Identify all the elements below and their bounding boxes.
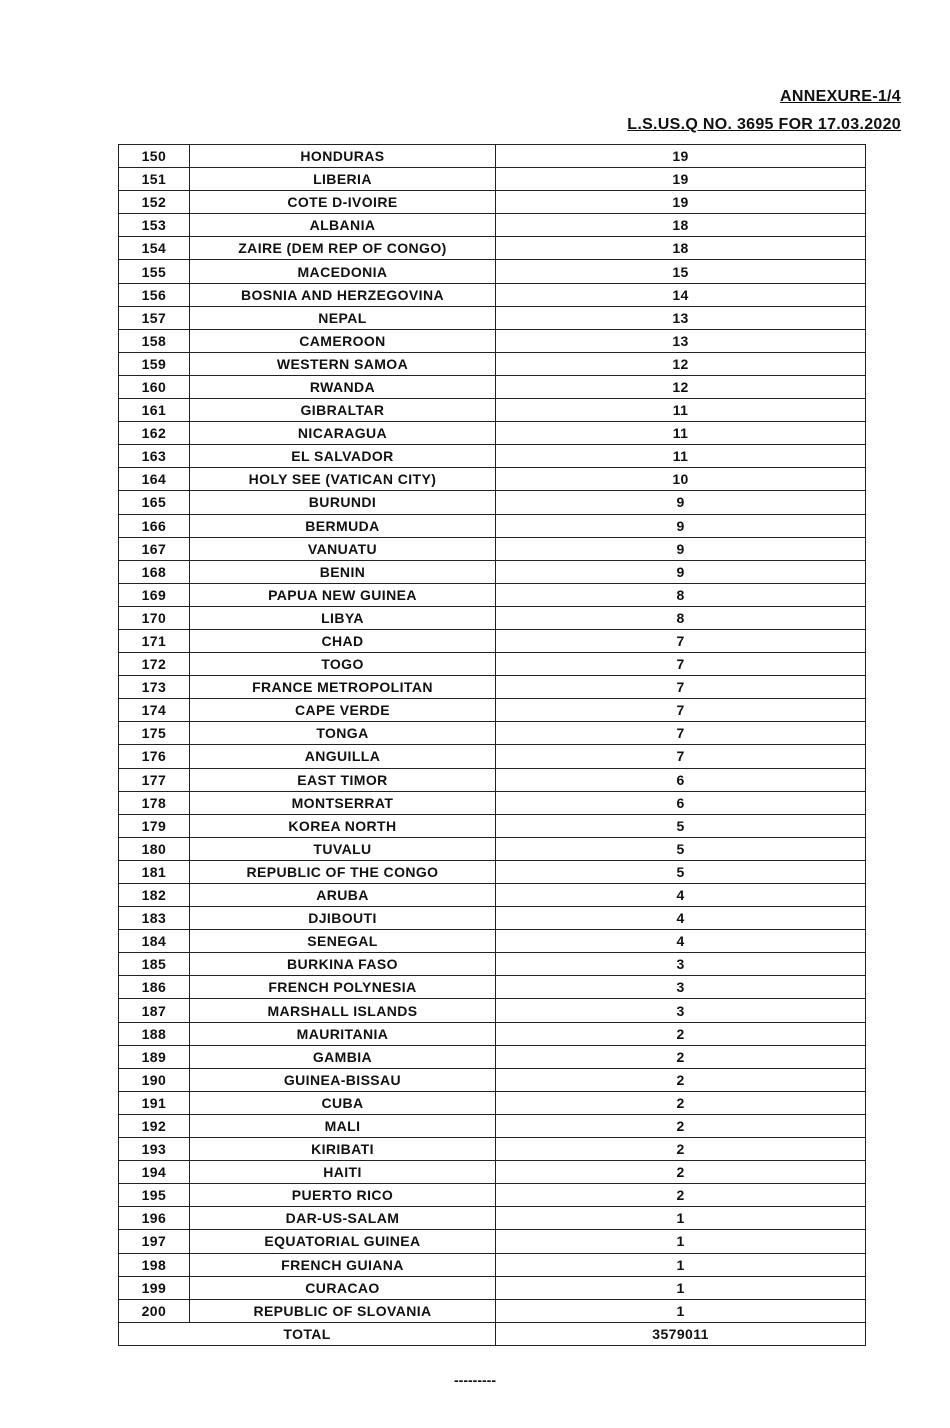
count-cell: 4 xyxy=(496,884,866,907)
table-row xyxy=(119,191,866,214)
table-row xyxy=(119,699,866,722)
country-name-cell: ALBANIA xyxy=(189,214,495,237)
count-cell: 9 xyxy=(496,560,866,583)
count-cell: 2 xyxy=(496,1045,866,1068)
total-label: TOTAL xyxy=(119,1322,496,1345)
serial-number-cell: 165 xyxy=(119,491,190,514)
count-cell: 11 xyxy=(496,399,866,422)
count-cell: 3 xyxy=(496,953,866,976)
serial-number-cell: 158 xyxy=(119,329,190,352)
table-row xyxy=(119,445,866,468)
country-name-cell: EQUATORIAL GUINEA xyxy=(189,1230,495,1253)
table-row xyxy=(119,791,866,814)
table-row xyxy=(119,1207,866,1230)
serial-number-cell: 185 xyxy=(119,953,190,976)
country-name-cell: BURKINA FASO xyxy=(189,953,495,976)
count-cell: 15 xyxy=(496,260,866,283)
count-cell: 18 xyxy=(496,214,866,237)
serial-number-cell: 181 xyxy=(119,860,190,883)
table-row xyxy=(119,606,866,629)
country-name-cell: MONTSERRAT xyxy=(189,791,495,814)
table-body xyxy=(119,145,866,1323)
table-row xyxy=(119,1276,866,1299)
country-name-cell: EAST TIMOR xyxy=(189,768,495,791)
country-name-cell: DAR-US-SALAM xyxy=(189,1207,495,1230)
count-cell: 19 xyxy=(496,191,866,214)
serial-number-cell: 198 xyxy=(119,1253,190,1276)
country-count-table xyxy=(118,144,866,1346)
country-name-cell: NICARAGUA xyxy=(189,422,495,445)
serial-number-cell: 199 xyxy=(119,1276,190,1299)
count-cell: 2 xyxy=(496,1184,866,1207)
table-row xyxy=(119,907,866,930)
count-cell: 3 xyxy=(496,976,866,999)
count-cell: 2 xyxy=(496,1091,866,1114)
serial-number-cell: 184 xyxy=(119,930,190,953)
count-cell: 8 xyxy=(496,606,866,629)
country-name-cell: MALI xyxy=(189,1114,495,1137)
serial-number-cell: 166 xyxy=(119,514,190,537)
serial-number-cell: 169 xyxy=(119,583,190,606)
table-row xyxy=(119,514,866,537)
table-row xyxy=(119,1138,866,1161)
country-name-cell: MACEDONIA xyxy=(189,260,495,283)
country-name-cell: WESTERN SAMOA xyxy=(189,352,495,375)
country-name-cell: FRENCH GUIANA xyxy=(189,1253,495,1276)
country-name-cell: TONGA xyxy=(189,722,495,745)
count-cell: 12 xyxy=(496,352,866,375)
serial-number-cell: 190 xyxy=(119,1068,190,1091)
table-row xyxy=(119,306,866,329)
annexure-title: ANNEXURE-1/4 xyxy=(780,88,901,105)
count-cell: 11 xyxy=(496,422,866,445)
table-row xyxy=(119,1091,866,1114)
table-row xyxy=(119,1068,866,1091)
table-row xyxy=(119,976,866,999)
total-value: 3579011 xyxy=(496,1322,866,1345)
table-row xyxy=(119,583,866,606)
count-cell: 4 xyxy=(496,907,866,930)
serial-number-cell: 195 xyxy=(119,1184,190,1207)
count-cell: 18 xyxy=(496,237,866,260)
country-name-cell: KIRIBATI xyxy=(189,1138,495,1161)
serial-number-cell: 164 xyxy=(119,468,190,491)
country-name-cell: TOGO xyxy=(189,653,495,676)
country-name-cell: SENEGAL xyxy=(189,930,495,953)
serial-number-cell: 191 xyxy=(119,1091,190,1114)
serial-number-cell: 192 xyxy=(119,1114,190,1137)
table-row xyxy=(119,283,866,306)
count-cell: 2 xyxy=(496,1114,866,1137)
country-name-cell: KOREA NORTH xyxy=(189,814,495,837)
country-name-cell: FRENCH POLYNESIA xyxy=(189,976,495,999)
country-name-cell: BOSNIA AND HERZEGOVINA xyxy=(189,283,495,306)
table-row xyxy=(119,745,866,768)
country-name-cell: CURACAO xyxy=(189,1276,495,1299)
country-name-cell: DJIBOUTI xyxy=(189,907,495,930)
count-cell: 8 xyxy=(496,583,866,606)
table-row xyxy=(119,1114,866,1137)
serial-number-cell: 180 xyxy=(119,837,190,860)
table-row xyxy=(119,375,866,398)
country-name-cell: MAURITANIA xyxy=(189,1022,495,1045)
count-cell: 1 xyxy=(496,1207,866,1230)
count-cell: 2 xyxy=(496,1022,866,1045)
serial-number-cell: 156 xyxy=(119,283,190,306)
serial-number-cell: 186 xyxy=(119,976,190,999)
country-name-cell: EL SALVADOR xyxy=(189,445,495,468)
serial-number-cell: 183 xyxy=(119,907,190,930)
serial-number-cell: 176 xyxy=(119,745,190,768)
table-row xyxy=(119,214,866,237)
table-row xyxy=(119,629,866,652)
serial-number-cell: 152 xyxy=(119,191,190,214)
table-row xyxy=(119,560,866,583)
count-cell: 7 xyxy=(496,722,866,745)
table-row xyxy=(119,1253,866,1276)
country-name-cell: TUVALU xyxy=(189,837,495,860)
table-row xyxy=(119,953,866,976)
serial-number-cell: 174 xyxy=(119,699,190,722)
table-row xyxy=(119,399,866,422)
serial-number-cell: 150 xyxy=(119,145,190,168)
table-row xyxy=(119,999,866,1022)
serial-number-cell: 162 xyxy=(119,422,190,445)
country-name-cell: BENIN xyxy=(189,560,495,583)
table-row xyxy=(119,145,866,168)
country-name-cell: HAITI xyxy=(189,1161,495,1184)
country-name-cell: ZAIRE (DEM REP OF CONGO) xyxy=(189,237,495,260)
count-cell: 10 xyxy=(496,468,866,491)
total-row xyxy=(119,1322,866,1345)
serial-number-cell: 161 xyxy=(119,399,190,422)
table-row xyxy=(119,1299,866,1322)
country-name-cell: BERMUDA xyxy=(189,514,495,537)
country-name-cell: COTE D-IVOIRE xyxy=(189,191,495,214)
count-cell: 1 xyxy=(496,1253,866,1276)
serial-number-cell: 163 xyxy=(119,445,190,468)
table-row xyxy=(119,260,866,283)
count-cell: 13 xyxy=(496,306,866,329)
country-name-cell: LIBERIA xyxy=(189,168,495,191)
serial-number-cell: 160 xyxy=(119,375,190,398)
count-cell: 9 xyxy=(496,514,866,537)
count-cell: 5 xyxy=(496,860,866,883)
count-cell: 2 xyxy=(496,1068,866,1091)
serial-number-cell: 154 xyxy=(119,237,190,260)
count-cell: 5 xyxy=(496,837,866,860)
table-row xyxy=(119,1184,866,1207)
serial-number-cell: 167 xyxy=(119,537,190,560)
count-cell: 9 xyxy=(496,537,866,560)
country-name-cell: HONDURAS xyxy=(189,145,495,168)
end-of-document-marker: --------- xyxy=(454,1372,496,1388)
table-row xyxy=(119,352,866,375)
table-row xyxy=(119,1230,866,1253)
count-cell: 1 xyxy=(496,1230,866,1253)
count-cell: 6 xyxy=(496,768,866,791)
table-row xyxy=(119,837,866,860)
count-cell: 4 xyxy=(496,930,866,953)
count-cell: 1 xyxy=(496,1299,866,1322)
table-row xyxy=(119,468,866,491)
table-row xyxy=(119,768,866,791)
country-name-cell: REPUBLIC OF THE CONGO xyxy=(189,860,495,883)
table-row xyxy=(119,537,866,560)
count-cell: 7 xyxy=(496,676,866,699)
country-name-cell: ARUBA xyxy=(189,884,495,907)
table-row xyxy=(119,1022,866,1045)
table-row xyxy=(119,168,866,191)
serial-number-cell: 171 xyxy=(119,629,190,652)
serial-number-cell: 188 xyxy=(119,1022,190,1045)
count-cell: 9 xyxy=(496,491,866,514)
serial-number-cell: 200 xyxy=(119,1299,190,1322)
count-cell: 7 xyxy=(496,699,866,722)
country-name-cell: CAMEROON xyxy=(189,329,495,352)
country-name-cell: GUINEA-BISSAU xyxy=(189,1068,495,1091)
serial-number-cell: 196 xyxy=(119,1207,190,1230)
table-row xyxy=(119,653,866,676)
table-row xyxy=(119,237,866,260)
serial-number-cell: 193 xyxy=(119,1138,190,1161)
count-cell: 13 xyxy=(496,329,866,352)
table-row xyxy=(119,930,866,953)
table-row xyxy=(119,1045,866,1068)
serial-number-cell: 178 xyxy=(119,791,190,814)
country-name-cell: BURUNDI xyxy=(189,491,495,514)
serial-number-cell: 155 xyxy=(119,260,190,283)
country-name-cell: MARSHALL ISLANDS xyxy=(189,999,495,1022)
serial-number-cell: 194 xyxy=(119,1161,190,1184)
table-row xyxy=(119,722,866,745)
country-name-cell: CUBA xyxy=(189,1091,495,1114)
count-cell: 5 xyxy=(496,814,866,837)
country-name-cell: LIBYA xyxy=(189,606,495,629)
serial-number-cell: 175 xyxy=(119,722,190,745)
serial-number-cell: 187 xyxy=(119,999,190,1022)
table-row xyxy=(119,422,866,445)
serial-number-cell: 172 xyxy=(119,653,190,676)
count-cell: 7 xyxy=(496,653,866,676)
count-cell: 6 xyxy=(496,791,866,814)
table-row xyxy=(119,491,866,514)
count-cell: 11 xyxy=(496,445,866,468)
country-name-cell: GAMBIA xyxy=(189,1045,495,1068)
count-cell: 7 xyxy=(496,629,866,652)
serial-number-cell: 173 xyxy=(119,676,190,699)
country-name-cell: GIBRALTAR xyxy=(189,399,495,422)
serial-number-cell: 179 xyxy=(119,814,190,837)
table-row xyxy=(119,1161,866,1184)
count-cell: 2 xyxy=(496,1161,866,1184)
table-row xyxy=(119,814,866,837)
serial-number-cell: 189 xyxy=(119,1045,190,1068)
serial-number-cell: 177 xyxy=(119,768,190,791)
serial-number-cell: 182 xyxy=(119,884,190,907)
count-cell: 19 xyxy=(496,168,866,191)
question-reference: L.S.US.Q NO. 3695 FOR 17.03.2020 xyxy=(627,116,901,133)
count-cell: 3 xyxy=(496,999,866,1022)
count-cell: 7 xyxy=(496,745,866,768)
country-name-cell: HOLY SEE (VATICAN CITY) xyxy=(189,468,495,491)
country-name-cell: FRANCE METROPOLITAN xyxy=(189,676,495,699)
serial-number-cell: 168 xyxy=(119,560,190,583)
serial-number-cell: 157 xyxy=(119,306,190,329)
country-name-cell: CHAD xyxy=(189,629,495,652)
count-cell: 12 xyxy=(496,375,866,398)
count-cell: 2 xyxy=(496,1138,866,1161)
table-row xyxy=(119,329,866,352)
serial-number-cell: 197 xyxy=(119,1230,190,1253)
country-name-cell: REPUBLIC OF SLOVANIA xyxy=(189,1299,495,1322)
country-name-cell: ANGUILLA xyxy=(189,745,495,768)
table-row xyxy=(119,884,866,907)
country-name-cell: RWANDA xyxy=(189,375,495,398)
count-cell: 19 xyxy=(496,145,866,168)
serial-number-cell: 153 xyxy=(119,214,190,237)
country-name-cell: VANUATU xyxy=(189,537,495,560)
table-row xyxy=(119,676,866,699)
table-row xyxy=(119,860,866,883)
serial-number-cell: 159 xyxy=(119,352,190,375)
country-name-cell: PUERTO RICO xyxy=(189,1184,495,1207)
country-name-cell: CAPE VERDE xyxy=(189,699,495,722)
serial-number-cell: 151 xyxy=(119,168,190,191)
count-cell: 1 xyxy=(496,1276,866,1299)
country-name-cell: PAPUA NEW GUINEA xyxy=(189,583,495,606)
count-cell: 14 xyxy=(496,283,866,306)
serial-number-cell: 170 xyxy=(119,606,190,629)
country-name-cell: NEPAL xyxy=(189,306,495,329)
